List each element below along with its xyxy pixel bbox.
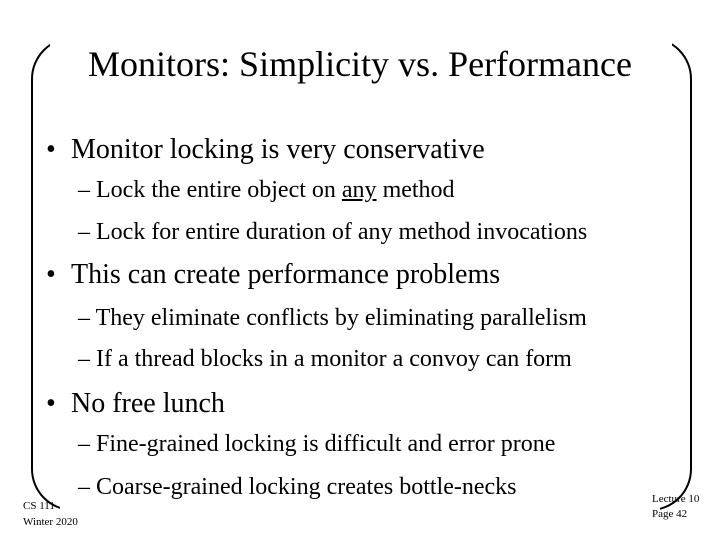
sub-dash: – bbox=[78, 177, 90, 203]
footer-course: CS 111 bbox=[23, 500, 55, 512]
sub-bullet-2-1-text: They eliminate conflicts by eliminating parallelism bbox=[95, 305, 587, 331]
footer-backdrop bbox=[60, 500, 660, 516]
footer-course-info bbox=[23, 498, 78, 530]
bullet-dot: • bbox=[46, 134, 56, 165]
footer-page-info bbox=[652, 492, 699, 522]
sub-bullet-1-2 bbox=[78, 219, 587, 246]
bullet-1-text: Monitor locking is very conservative bbox=[71, 134, 485, 165]
sub-bullet-2-1 bbox=[78, 305, 587, 332]
bullet-dot: • bbox=[46, 259, 56, 290]
sub-dash: – bbox=[78, 305, 90, 331]
sub-dash: – bbox=[78, 346, 90, 372]
footer-term: Winter 2020 bbox=[23, 516, 78, 528]
sub-bullet-1-2-text: Lock for entire duration of any method invocations bbox=[96, 219, 588, 245]
bullet-3-text: No free lunch bbox=[71, 388, 225, 419]
sub-bullet-1-1-emphasis: any bbox=[341, 177, 377, 203]
sub-bullet-3-1-text: Fine-grained locking is difficult and error prone bbox=[96, 431, 556, 457]
sub-bullet-2-2 bbox=[78, 346, 572, 373]
sub-bullet-1-1 bbox=[78, 177, 455, 204]
bullet-dot: • bbox=[46, 388, 56, 419]
footer-page-number: Page 42 bbox=[652, 508, 688, 520]
sub-bullet-1-1-text-before: Lock the entire object on bbox=[96, 177, 342, 203]
sub-bullet-1-1-text-after: method bbox=[376, 177, 455, 203]
bullet-2 bbox=[46, 259, 500, 291]
sub-bullet-3-2-text: Coarse-grained locking creates bottle-necks bbox=[96, 474, 517, 500]
sub-bullet-2-2-text: If a thread blocks in a monitor a convoy can form bbox=[96, 346, 572, 372]
sub-dash: – bbox=[78, 219, 90, 245]
sub-dash: – bbox=[78, 474, 90, 500]
footer-lecture: Lecture 10 bbox=[652, 493, 700, 505]
sub-bullet-3-2 bbox=[78, 474, 517, 501]
bullet-3 bbox=[46, 388, 225, 420]
sub-dash: – bbox=[78, 431, 90, 457]
slide-title: Monitors: Simplicity vs. Performance bbox=[88, 44, 632, 84]
bullet-2-text: This can create performance problems bbox=[71, 259, 501, 290]
sub-bullet-3-1 bbox=[78, 431, 555, 458]
bullet-1 bbox=[46, 134, 485, 166]
